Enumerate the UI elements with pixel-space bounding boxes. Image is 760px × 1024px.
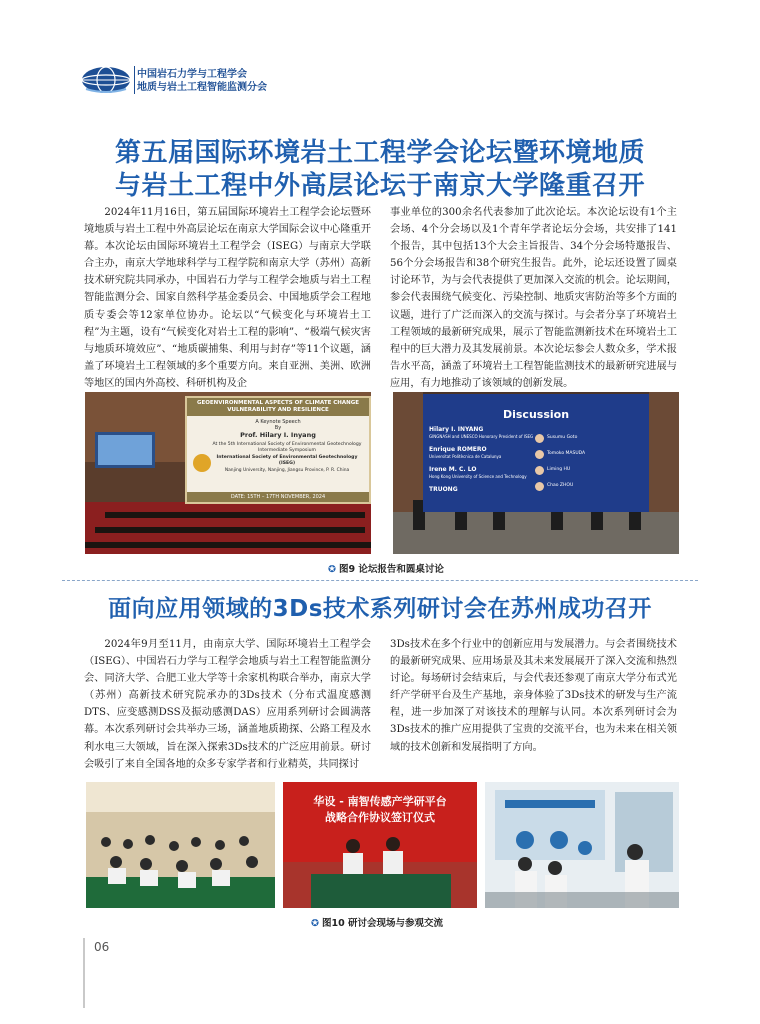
panelist-right-2: Tomoko MASUDA bbox=[547, 451, 586, 456]
article1-body-right: 事业单位的300余名代表参加了此次论坛。本次论坛设有1个主会场、4个分会场以及1个青年学者论坛分会场，共安排了141个报告，其中包括13个大会主旨报告、34个分会场特邀报告、56个分会场报告和38个研究生报告。此外，论坛还设置了圆桌讨论环节，为与会代表提供了更加深入交流的机会。论坛期间，参会代表围绕气候变化、污染控制、地质灾害防治等多个方面的议题，进行了广泛而深入的交流与探讨。与会者分享了环境岩土工程领域的最新研究成果，展示了智能监测新技术在环境岩土工程中的巨大潜力及其发展前景。本次论坛参会人数众多，学术报告水平高，涵盖了环境岩土工程智能监测技术的最新研究进展与应用，有力地推动了该领域的创新发展。 bbox=[390, 207, 677, 389]
figure9-caption bbox=[328, 561, 444, 575]
keynote-slide-speaker: Prof. Hilary I. Inyang bbox=[240, 431, 316, 439]
section-divider bbox=[62, 580, 698, 581]
keynote-slide-by: By bbox=[274, 425, 282, 431]
keynote-slide bbox=[185, 396, 371, 504]
caption-bullet-icon: ✪ bbox=[311, 918, 319, 929]
discussion-heading: Discussion bbox=[502, 408, 570, 421]
page-number: 06 bbox=[94, 940, 110, 954]
figure10-caption bbox=[311, 915, 443, 929]
keynote-slide-place: Nanjing University, Nanjing, Jiangsu Province, P. R. China bbox=[224, 468, 350, 473]
caption-bullet-icon: ✪ bbox=[328, 564, 336, 575]
panelist-2-affiliation: Universitat Politècnica de Catalunya bbox=[429, 454, 502, 459]
article1-body-left: 2024年11月16日，第五届国际环境岩土工程学会论坛暨环境地质与岩土工程中外高层论坛在南京大学国际会议中心隆重开幕。本次论坛由国际环境岩土工程学会（ISEG）与南京大学联合主办，南京大学地球科学与工程学院和南京大学（苏州）高新技术研究院共同承办，中国岩石力学与工程学会地质与岩土工程智能监测分会、国家自然科学基金委员会、中国地质学会工程地质专委会等12家单位协办。论坛以“气候变化与环境岩土工程”为主题，设有“气候变化对岩土工程的影响”、“极端气候灾害与地质环境效应”、“地质碳捕集、利用与封存”等11个议题，涵盖了环境岩土工程领域的多个重要方向。来自亚洲、美洲、欧洲等地区的国内外高校、科研机构及企 bbox=[84, 207, 371, 389]
page-margin-bar bbox=[83, 938, 85, 1008]
panelist-1-affiliation: GINGNASH and UNESCO Honorary President of ISEG bbox=[429, 434, 534, 439]
panelist-right-1: Susumu Goto bbox=[547, 435, 578, 440]
panelist-2-name: Enrique ROMERO bbox=[429, 446, 487, 453]
discussion-screen bbox=[423, 394, 649, 512]
avatar bbox=[535, 466, 544, 475]
article2-body-left: 2024年9月至11月，由南京大学、国际环境岩土工程学会（ISEG）、中国岩石力学与工程学会地质与岩土工程智能监测分会、同济大学、合肥工业大学等十余家机构联合举办，南京大学（苏州）高新技术研究院承办的3Ds技术（分布式温度感测DTS、应变感测DSS及振动感测DAS）应用系列研讨会圆满落幕。本次系列研讨会共举办三场，涵盖地质勘探、公路工程及水利水电三大领域，旨在深入探索3Ds技术的广泛应用前景。研讨会吸引了来自全国各地的众多专家学者和行业精英，共同探讨 bbox=[84, 639, 371, 770]
avatar bbox=[535, 450, 544, 459]
avatar bbox=[535, 434, 544, 443]
article2-title: 面向应用领域的3Ds技术系列研讨会在苏州成功召开 bbox=[108, 596, 652, 622]
header-org-line2: 地质与岩土工程智能监测分会 bbox=[137, 82, 267, 93]
society-logo bbox=[80, 65, 132, 95]
panelist-right-4: Chao ZHOU bbox=[547, 483, 574, 488]
photo-keynote-hall bbox=[85, 392, 371, 554]
panelist-right-3: Liming HU bbox=[547, 467, 571, 472]
keynote-slide-heading: GEOENVIRONMENTAL ASPECTS OF CLIMATE CHANGE VULNERABILITY AND RESILIENCE bbox=[187, 398, 369, 416]
avatar bbox=[535, 482, 544, 491]
article1-title-line2: 与岩土工程中外高层论坛于南京大学隆重召开 bbox=[114, 171, 645, 201]
header-divider bbox=[134, 66, 135, 94]
keynote-slide-sub: A Keynote Speech bbox=[255, 419, 301, 425]
figure10-caption-text: 图10 研讨会现场与参观交流 bbox=[321, 918, 443, 929]
banner-line1: 华设 - 南智传感产学研平台 bbox=[313, 795, 447, 808]
photo-signing-ceremony bbox=[283, 782, 477, 908]
photo-lab-visit bbox=[485, 782, 679, 908]
panelist-3-affiliation: Hong Kong University of Science and Technology bbox=[429, 474, 527, 479]
panelist-4-name: TRUONG bbox=[429, 486, 458, 493]
keynote-slide-org: International Society of Environmental Geotechnology (ISEG) bbox=[216, 455, 358, 466]
photo-seminar-room bbox=[86, 782, 275, 908]
slide-orange-emblem bbox=[193, 454, 211, 472]
keynote-slide-date: DATE: 15TH – 17TH NOVEMBER, 2024 bbox=[187, 492, 369, 502]
photo-roundtable bbox=[393, 392, 679, 554]
keynote-slide-event: At the 5th International Society of Environmental Geotechnology Intermediate Symposium bbox=[212, 442, 362, 453]
panelist-3-name: Irene M. C. LO bbox=[429, 466, 477, 473]
header-org-line1: 中国岩石力学与工程学会 bbox=[137, 69, 247, 80]
banner-line2: 战略合作协议签订仪式 bbox=[325, 811, 435, 824]
article2-body-right: 3Ds技术在多个行业中的创新应用与发展潜力。与会者围绕技术的最新研究成果、应用场景及其未来发展展开了深入交流和热烈讨论。每场研讨会结束后，与会代表还参观了南京大学分布式光纤产学研平台及生产基地，亲身体验了3Ds技术的研发与生产流程，进一步加深了对该技术的理解与认同。本次系列研讨会为3Ds技术的推广应用提供了宝贵的交流平台，也为未来在相关领域的技术创新和发展指明了方向。 bbox=[390, 639, 677, 753]
panelist-1-name: Hilary I. INYANG bbox=[429, 426, 484, 433]
header-org bbox=[137, 68, 267, 94]
figure9-caption-text: 图9 论坛报告和圆桌讨论 bbox=[338, 564, 444, 575]
article1-title-line1: 第五届国际环境岩土工程学会论坛暨环境地质 bbox=[114, 138, 645, 168]
